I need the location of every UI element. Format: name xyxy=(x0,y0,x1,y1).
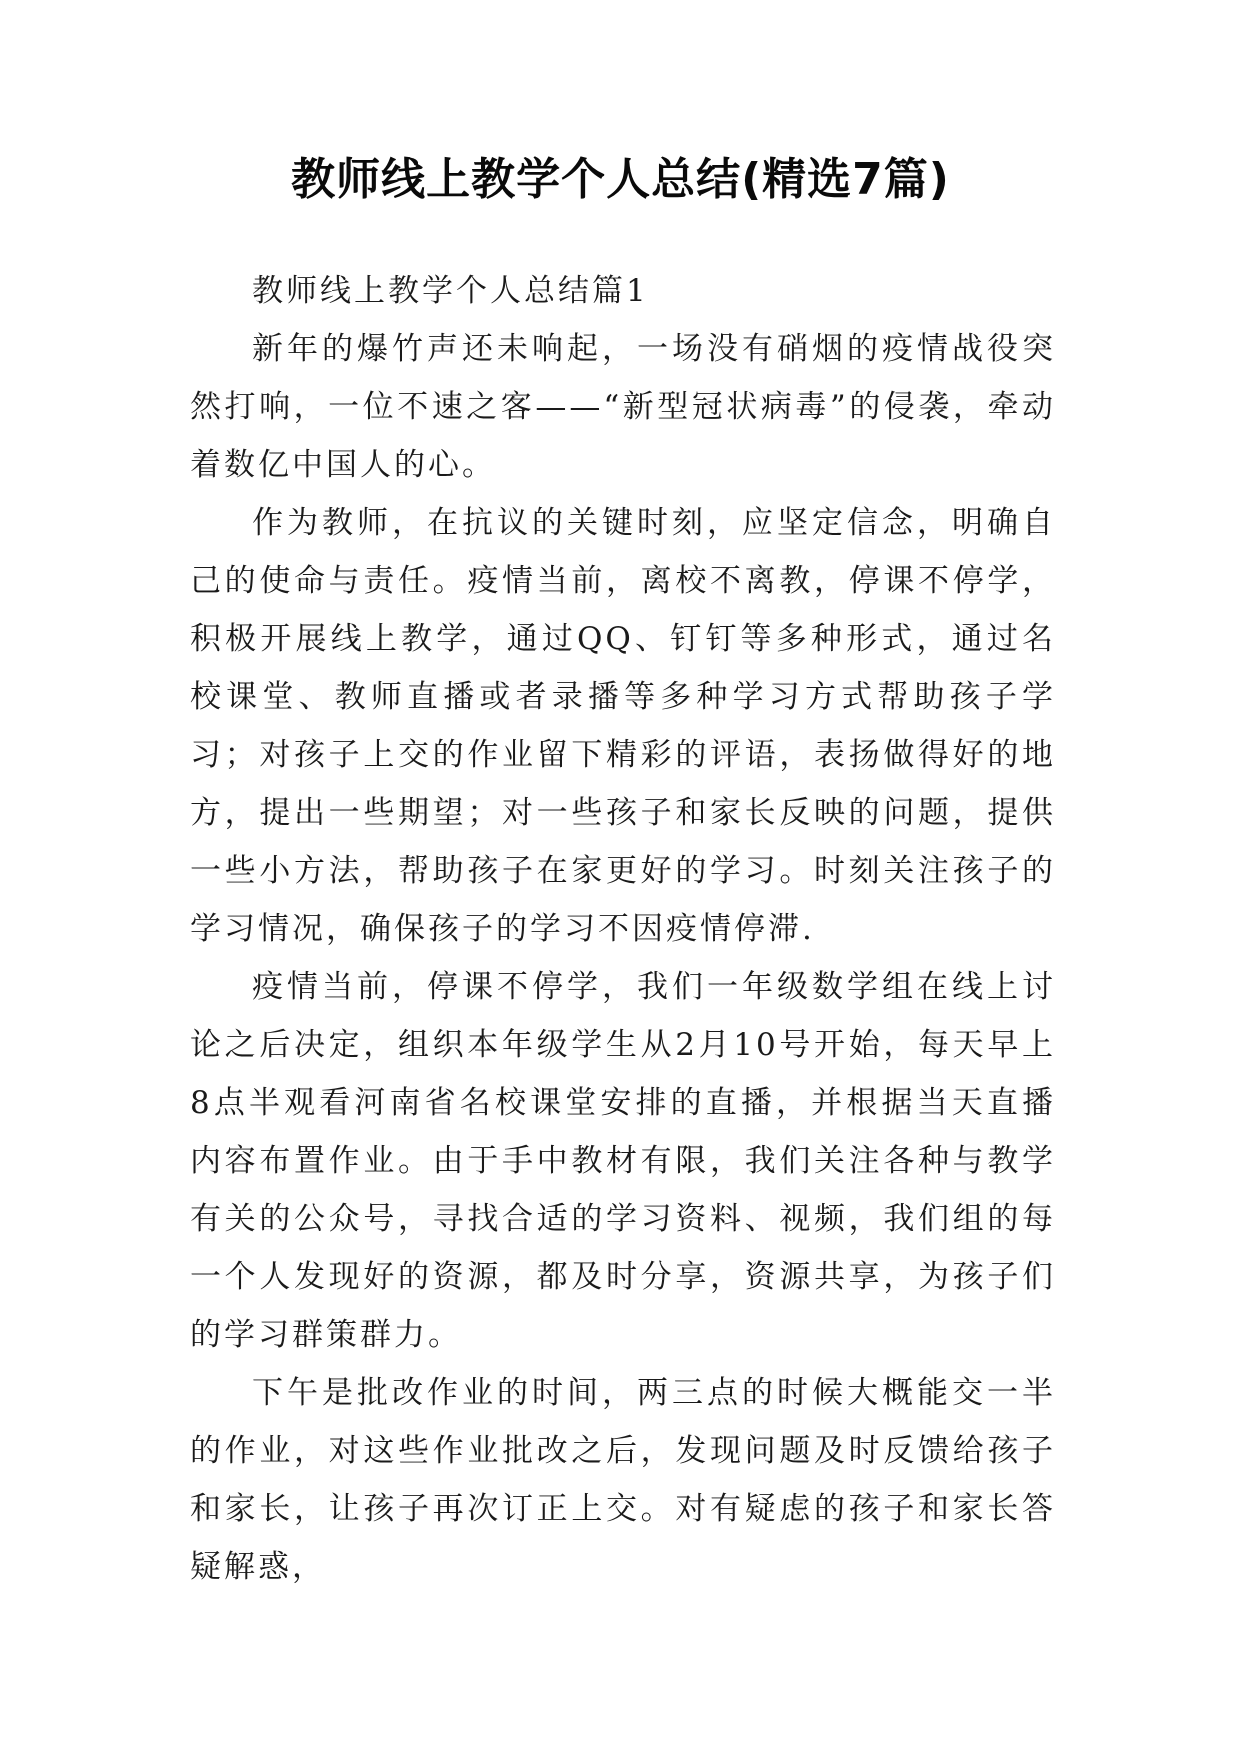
paragraph-3: 疫情当前，停课不停学，我们一年级数学组在线上讨论之后决定，组织本年级学生从2月10号开始，每天早上8点半观看河南省名校课堂安排的直播，并根据当天直播内容布置作业。由于手中教材有限，我们关注各种与教学有关的公众号，寻找合适的学习资料、视频，我们组的每一个人发现好的资源，都及时分享，资源共享，为孩子们的学习群策群力。 xyxy=(190,969,1056,1353)
section-heading: 教师线上教学个人总结篇1 xyxy=(252,273,649,309)
paragraph-2: 作为教师，在抗议的关键时刻，应坚定信念，明确自己的使命与责任。疫情当前，离校不离教，停课不停学，积极开展线上教学，通过QQ、钉钉等多种形式，通过名校课堂、教师直播或者录播等多种学习方式帮助孩子学习；对孩子上交的作业留下精彩的评语，表扬做得好的地方，提出一些期望；对一些孩子和家长反映的问题，提供一些小方法，帮助孩子在家更好的学习。时刻关注孩子的学习情况，确保孩子的学习不因疫情停滞. xyxy=(190,505,1056,947)
document-body xyxy=(190,262,1056,1596)
document-title: 教师线上教学个人总结(精选7篇) xyxy=(291,154,950,205)
paragraph-1: 新年的爆竹声还未响起，一场没有硝烟的疫情战役突然打响，一位不速之客——“新型冠状病毒”的侵袭，牵动着数亿中国人的心。 xyxy=(190,331,1056,483)
paragraph-4: 下午是批改作业的时间，两三点的时候大概能交一半的作业，对这些作业批改之后，发现问题及时反馈给孩子和家长，让孩子再次订正上交。对有疑虑的孩子和家长答疑解惑， xyxy=(190,1375,1056,1585)
